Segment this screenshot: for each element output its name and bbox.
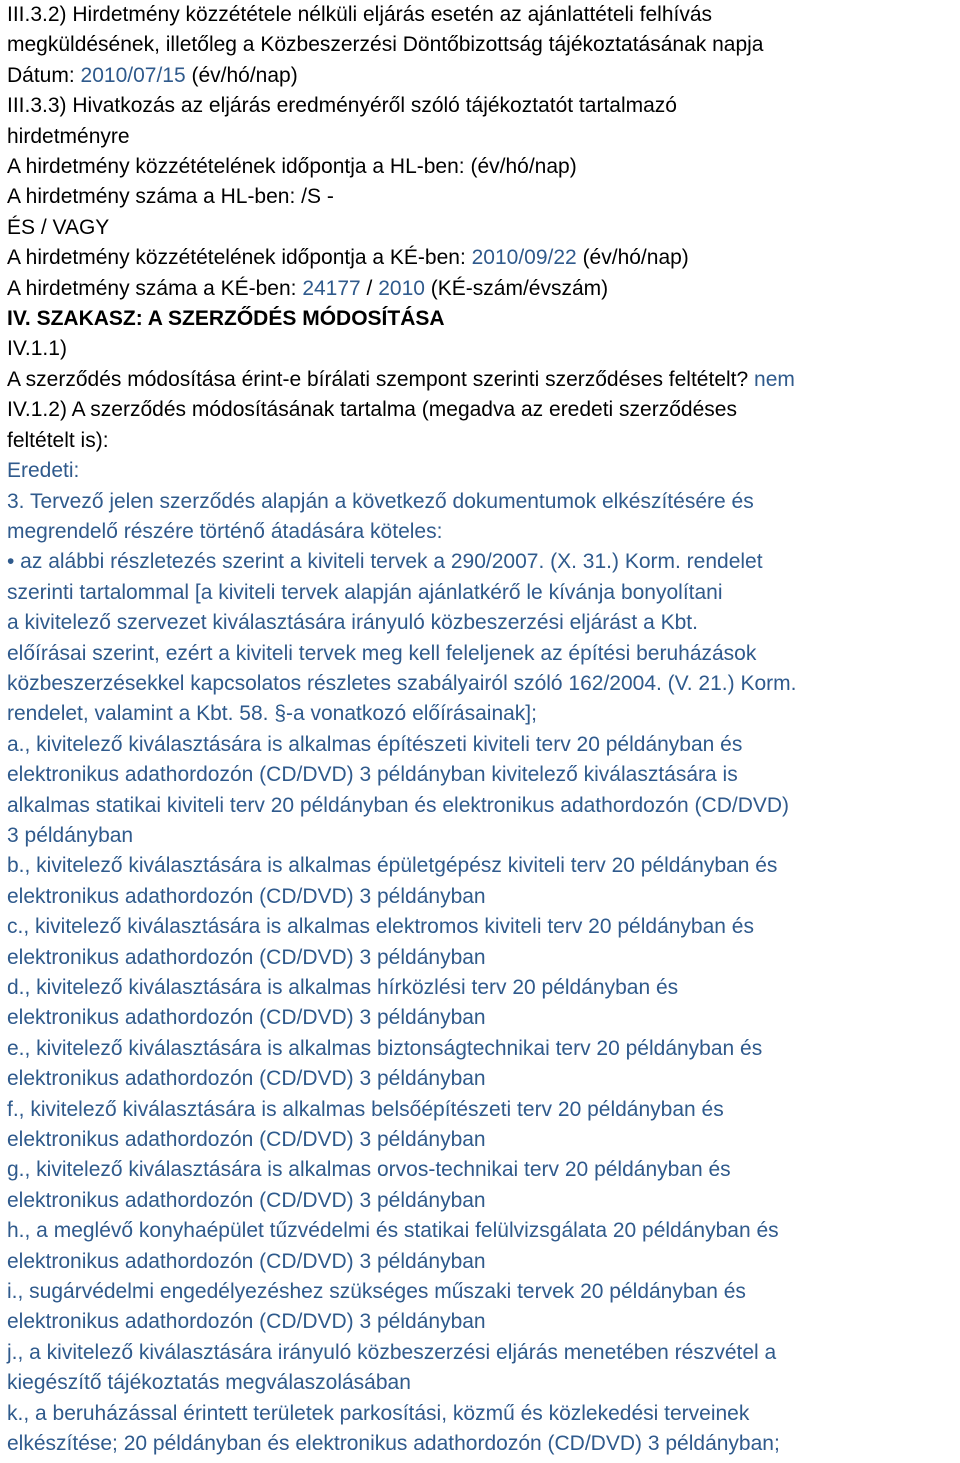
content-line: közbeszerzésekkel kapcsolatos részletes szabályairól szóló 162/2004. (V. 21.) Korm.: [7, 671, 797, 695]
date-value: 2010/07/15: [80, 63, 186, 87]
criteria-question: [7, 365, 960, 395]
ke-number-sep: /: [360, 276, 379, 300]
section-III-3-3-heading: III.3.3) Hivatkozás az eljárás eredményéről szóló tájékoztatót tartalmazó: [7, 94, 677, 118]
ke-number-format: (KÉ-szám/évszám): [424, 276, 609, 300]
content-line: elkészítése; 20 példányban és elektronikus adathordozón (CD/DVD) 3 példányban;: [7, 1432, 780, 1456]
date-label: Dátum:: [7, 63, 81, 87]
content-line: e., kivitelező kiválasztására is alkalmas biztonságtechnikai terv 20 példányban és: [7, 1036, 763, 1060]
ke-number-value: 24177: [302, 276, 361, 300]
date-format: (év/hó/nap): [185, 63, 298, 87]
content-line: elektronikus adathordozón (CD/DVD) 3 példányban: [7, 1128, 486, 1152]
section-III-3-2-heading: III.3.2) Hirdetmény közzététele nélküli eljárás esetén az ajánlattételi felhívás: [7, 3, 713, 26]
content-line: elektronikus adathordozón (CD/DVD) 3 példányban: [7, 1067, 486, 1091]
content-line: f., kivitelező kiválasztására is alkalmas belsőépítészeti terv 20 példányban és: [7, 1097, 724, 1121]
criteria-answer: nem: [754, 367, 795, 391]
content-line: g., kivitelező kiválasztására is alkalmas orvos-technikai terv 20 példányban és: [7, 1158, 731, 1182]
content-line: a kivitelező szervezet kiválasztására irányuló közbeszerzési eljárást a Kbt.: [7, 611, 698, 635]
section-III-3-3-heading-cont: hirdetményre: [7, 124, 130, 148]
content-line: elektronikus adathordozón (CD/DVD) 3 példányban: [7, 1310, 486, 1334]
content-line: elektronikus adathordozón (CD/DVD) 3 példányban: [7, 1188, 486, 1212]
content-line: kiegészítő tájékoztatás megválaszolásában: [7, 1371, 411, 1395]
content-line: Eredeti:: [7, 459, 80, 483]
hl-publication-date: A hirdetmény közzétételének időpontja a HL-ben: (év/hó/nap): [7, 155, 577, 179]
content-line: elektronikus adathordozón (CD/DVD) 3 példányban kivitelező kiválasztására is: [7, 763, 738, 787]
content-line: k., a beruházással érintett területek parkosítási, közmű és közlekedési terveinek: [7, 1401, 750, 1425]
dispatch-date-line: [7, 61, 960, 91]
content-line: h., a meglévő konyhaépület tűzvédelmi és statikai felülvizsgálata 20 példányban és: [7, 1219, 779, 1243]
content-line: b., kivitelező kiválasztására is alkalmas épületgépész kiviteli terv 20 példányban és: [7, 854, 778, 878]
content-line: j., a kivitelező kiválasztására irányuló közbeszerzési eljárás menetében részvétel a: [7, 1340, 777, 1364]
content-line: elektronikus adathordozón (CD/DVD) 3 példányban: [7, 1249, 486, 1273]
content-line: alkalmas statikai kiviteli terv 20 példányban és elektronikus adathordozón (CD/DVD): [7, 793, 790, 817]
section-IV-1-1-heading: IV.1.1): [7, 337, 67, 361]
content-line: szerinti tartalommal [a kiviteli tervek alapján ajánlatkérő le kívánja bonyolítani: [7, 580, 723, 604]
content-line: d., kivitelező kiválasztására is alkalmas hírközlési terv 20 példányban és: [7, 976, 679, 999]
ke-date-format: (év/hó/nap): [576, 246, 689, 270]
content-line: elektronikus adathordozón (CD/DVD) 3 példányban: [7, 945, 486, 969]
content-line: c., kivitelező kiválasztására is alkalmas elektromos kiviteli terv 20 példányban és: [7, 915, 754, 939]
content-line: elektronikus adathordozón (CD/DVD) 3 példányban: [7, 884, 486, 908]
content-line: megrendelő részére történő átadására köteles:: [7, 519, 443, 543]
content-line: i., sugárvédelmi engedélyezéshez szükséges műszaki tervek 20 példányban és: [7, 1280, 746, 1304]
ke-date-value: 2010/09/22: [471, 246, 577, 270]
ke-number-label: A hirdetmény száma a KÉ-ben:: [7, 276, 303, 300]
ke-publication-date: [7, 243, 960, 273]
section-IV-title: IV. SZAKASZ: A SZERZŐDÉS MÓDOSÍTÁSA: [7, 307, 445, 331]
modification-content: [7, 456, 960, 1459]
section-IV-1-2-heading-cont: feltételt is):: [7, 428, 109, 452]
ke-notice-number: [7, 274, 960, 304]
section-IV-1-2-heading: IV.1.2) A szerződés módosításának tartalma (megadva az eredeti szerződéses: [7, 398, 737, 422]
criteria-question-text: A szerződés módosítása érint-e bírálati szempont szerinti szerződéses feltételt?: [7, 367, 755, 391]
content-line: 3 példányban: [7, 823, 134, 847]
content-line: 3. Tervező jelen szerződés alapján a következő dokumentumok elkészítésére és: [7, 489, 754, 513]
and-or-separator: ÉS / VAGY: [7, 215, 110, 239]
ke-year-value: 2010: [378, 276, 425, 300]
ke-date-label: A hirdetmény közzétételének időpontja a KÉ-ben:: [7, 246, 472, 270]
content-line: • az alábbi részletezés szerint a kiviteli tervek a 290/2007. (X. 31.) Korm. rendelet: [7, 550, 763, 574]
content-line: a., kivitelező kiválasztására is alkalmas építészeti kiviteli terv 20 példányban és: [7, 732, 743, 756]
hl-notice-number: A hirdetmény száma a HL-ben: /S -: [7, 185, 334, 209]
section-III-3-2-heading-cont: megküldésének, illetőleg a Közbeszerzési Döntőbizottság tájékoztatásának napja: [7, 33, 764, 57]
content-line: elektronikus adathordozón (CD/DVD) 3 példányban: [7, 1006, 486, 1030]
content-line: előírásai szerint, ezért a kiviteli tervek meg kell feleljenek az építési beruházások: [7, 641, 757, 665]
content-line: rendelet, valamint a Kbt. 58. §-a vonatkozó előírásainak];: [7, 702, 537, 726]
